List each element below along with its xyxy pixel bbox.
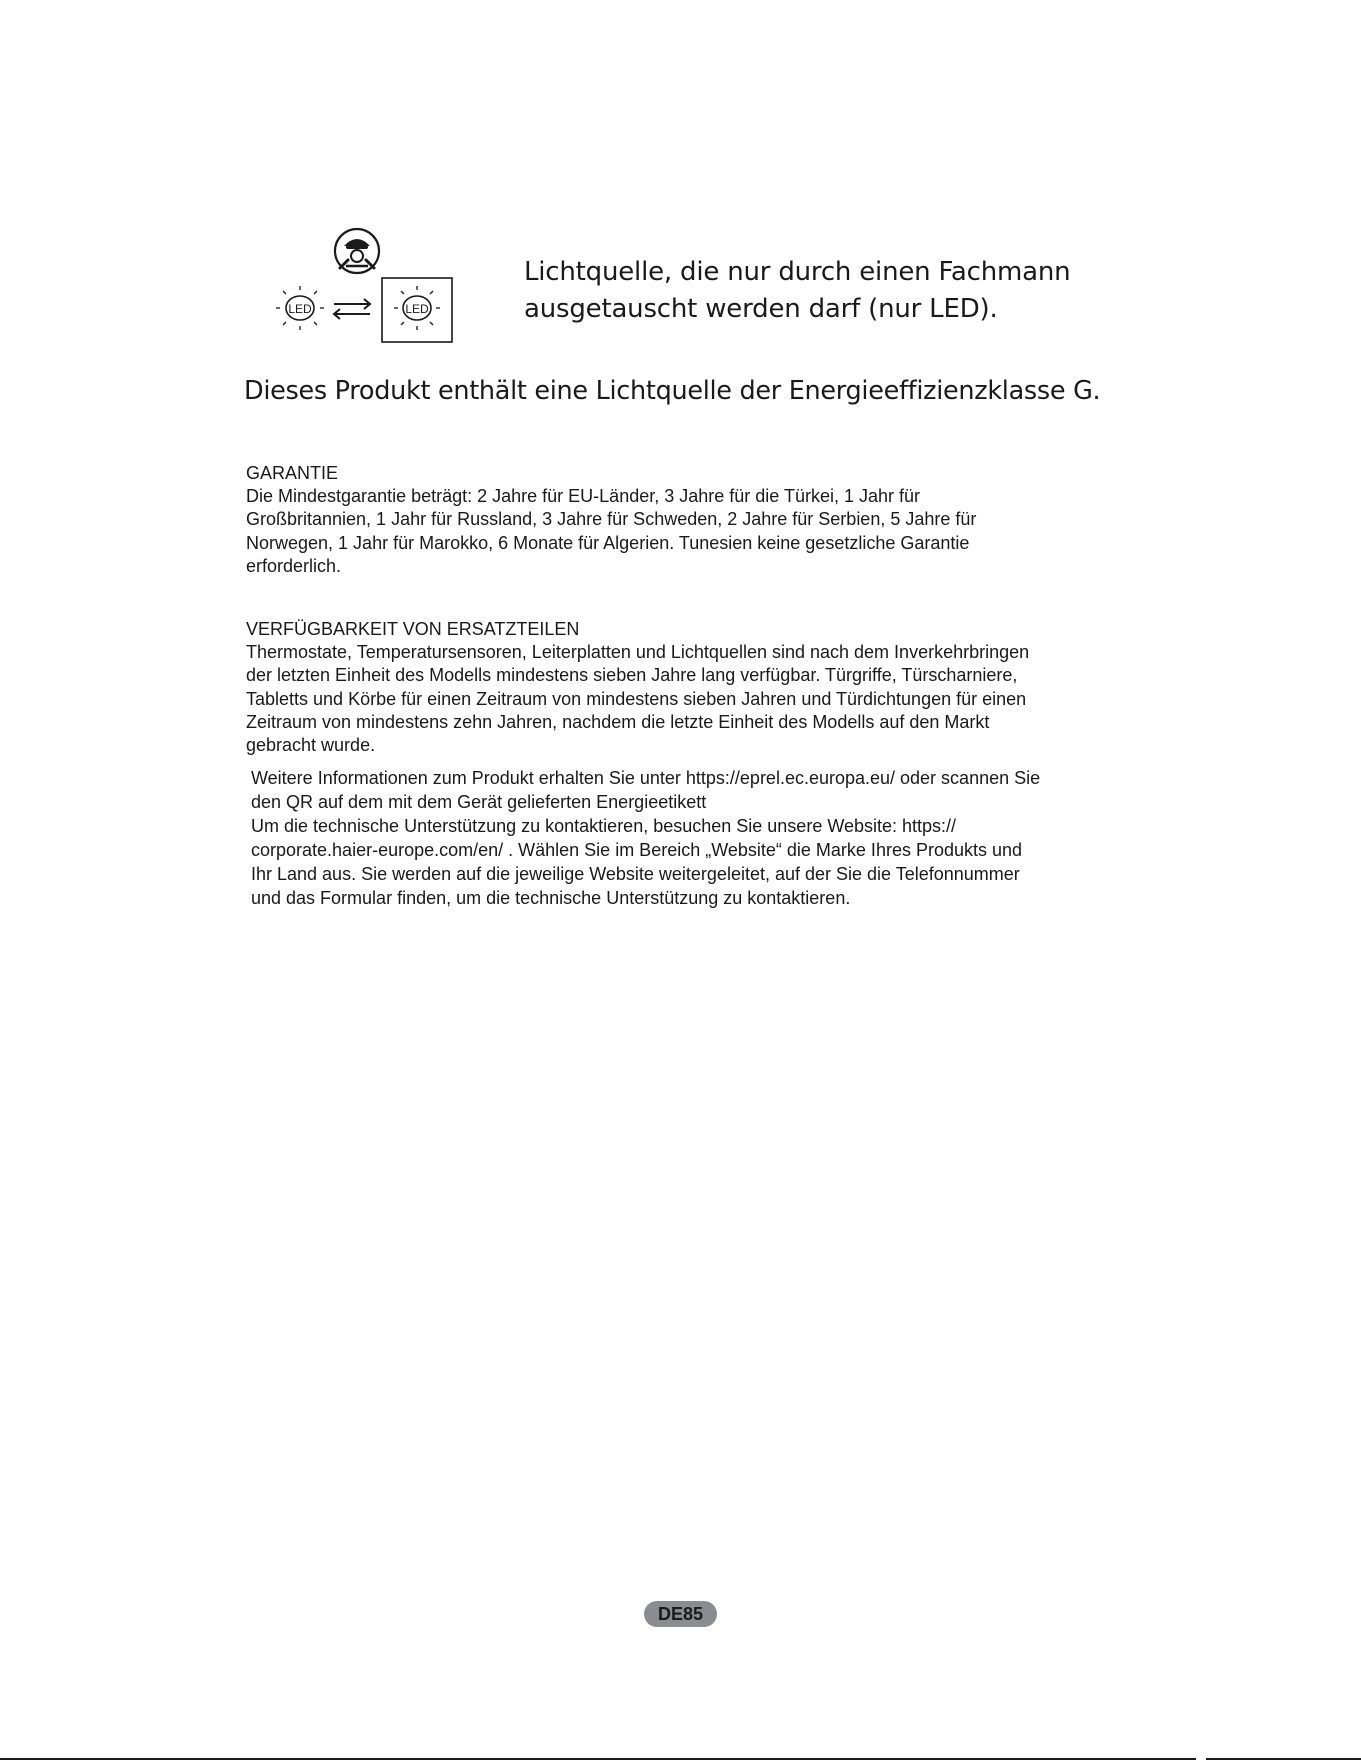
paragraph-line: den QR auf dem mit dem Gerät gelieferten Energieetikett — [251, 792, 707, 812]
product-info-section — [251, 766, 1131, 910]
exchange-arrows-icon — [334, 299, 370, 319]
bottom-rule — [0, 1758, 1361, 1760]
paragraph-line: Norwegen, 1 Jahr für Marokko, 6 Monate für Algerien. Tunesien keine gesetzliche Garantie — [246, 532, 970, 553]
led-replacement-caption — [524, 254, 1144, 328]
paragraph-line: corporate.haier-europe.com/en/ . Wählen Sie im Bereich „Website“ die Marke Ihres Produkts und — [251, 840, 1023, 860]
paragraph-line: Die Mindestgarantie beträgt: 2 Jahre für EU-Länder, 3 Jahre für die Türkei, 1 Jahr für — [246, 486, 921, 507]
svg-text:LED: LED — [288, 302, 312, 316]
page-number-badge: DE85 — [644, 1601, 717, 1627]
paragraph-line: Zeitraum von mindestens zehn Jahren, nachdem die letzte Einheit des Modells auf den Markt — [246, 711, 990, 732]
warranty-heading: GARANTIE — [246, 463, 339, 483]
led-bulb-right-icon — [382, 278, 452, 342]
caption-line: ausgetauscht werden darf (nur LED). — [524, 294, 998, 324]
technician-icon — [335, 229, 379, 273]
caption-line: Lichtquelle, die nur durch einen Fachmann — [524, 257, 1071, 287]
svg-text:LED: LED — [405, 302, 429, 316]
paragraph-line: der letzten Einheit des Modells mindestens sieben Jahre lang verfügbar. Türgriffe, Türscharniere, — [246, 665, 1018, 686]
paragraph-line: Tabletts und Körbe für einen Zeitraum von mindestens sieben Jahren und Türdichtungen für einen — [246, 688, 1027, 709]
spare-parts-section — [246, 618, 1126, 757]
warranty-section — [246, 462, 1126, 578]
paragraph-line: Weitere Informationen zum Produkt erhalten Sie unter https://eprel.ec.europa.eu/ oder scannen Sie — [251, 768, 1041, 788]
led-bulb-left-icon — [276, 286, 324, 330]
paragraph-line: Thermostate, Temperatursensoren, Leiterplatten und Lichtquellen sind nach dem Inverkehrbringen — [246, 642, 1030, 663]
spare-parts-heading: VERFÜGBARKEIT VON ERSATZTEILEN — [246, 619, 580, 639]
paragraph-line: erforderlich. — [246, 555, 342, 576]
paragraph-line: und das Formular finden, um die technische Unterstützung zu kontaktieren. — [251, 888, 851, 908]
paragraph-line: Ihr Land aus. Sie werden auf die jeweilige Website weitergeleitet, auf der Sie die Telefonnummer — [251, 864, 1020, 884]
paragraph-line: gebracht wurde. — [246, 735, 376, 756]
energy-class-statement: Dieses Produkt enthält eine Lichtquelle der Energieeffizienzklasse G. — [244, 376, 1101, 406]
paragraph-line: Um die technische Unterstützung zu kontaktieren, besuchen Sie unsere Website: https:// — [251, 816, 957, 836]
paragraph-line: Großbritannien, 1 Jahr für Russland, 3 Jahre für Schweden, 2 Jahre für Serbien, 5 Jahre für — [246, 509, 977, 530]
led-professional-replacement-icon — [262, 226, 462, 346]
